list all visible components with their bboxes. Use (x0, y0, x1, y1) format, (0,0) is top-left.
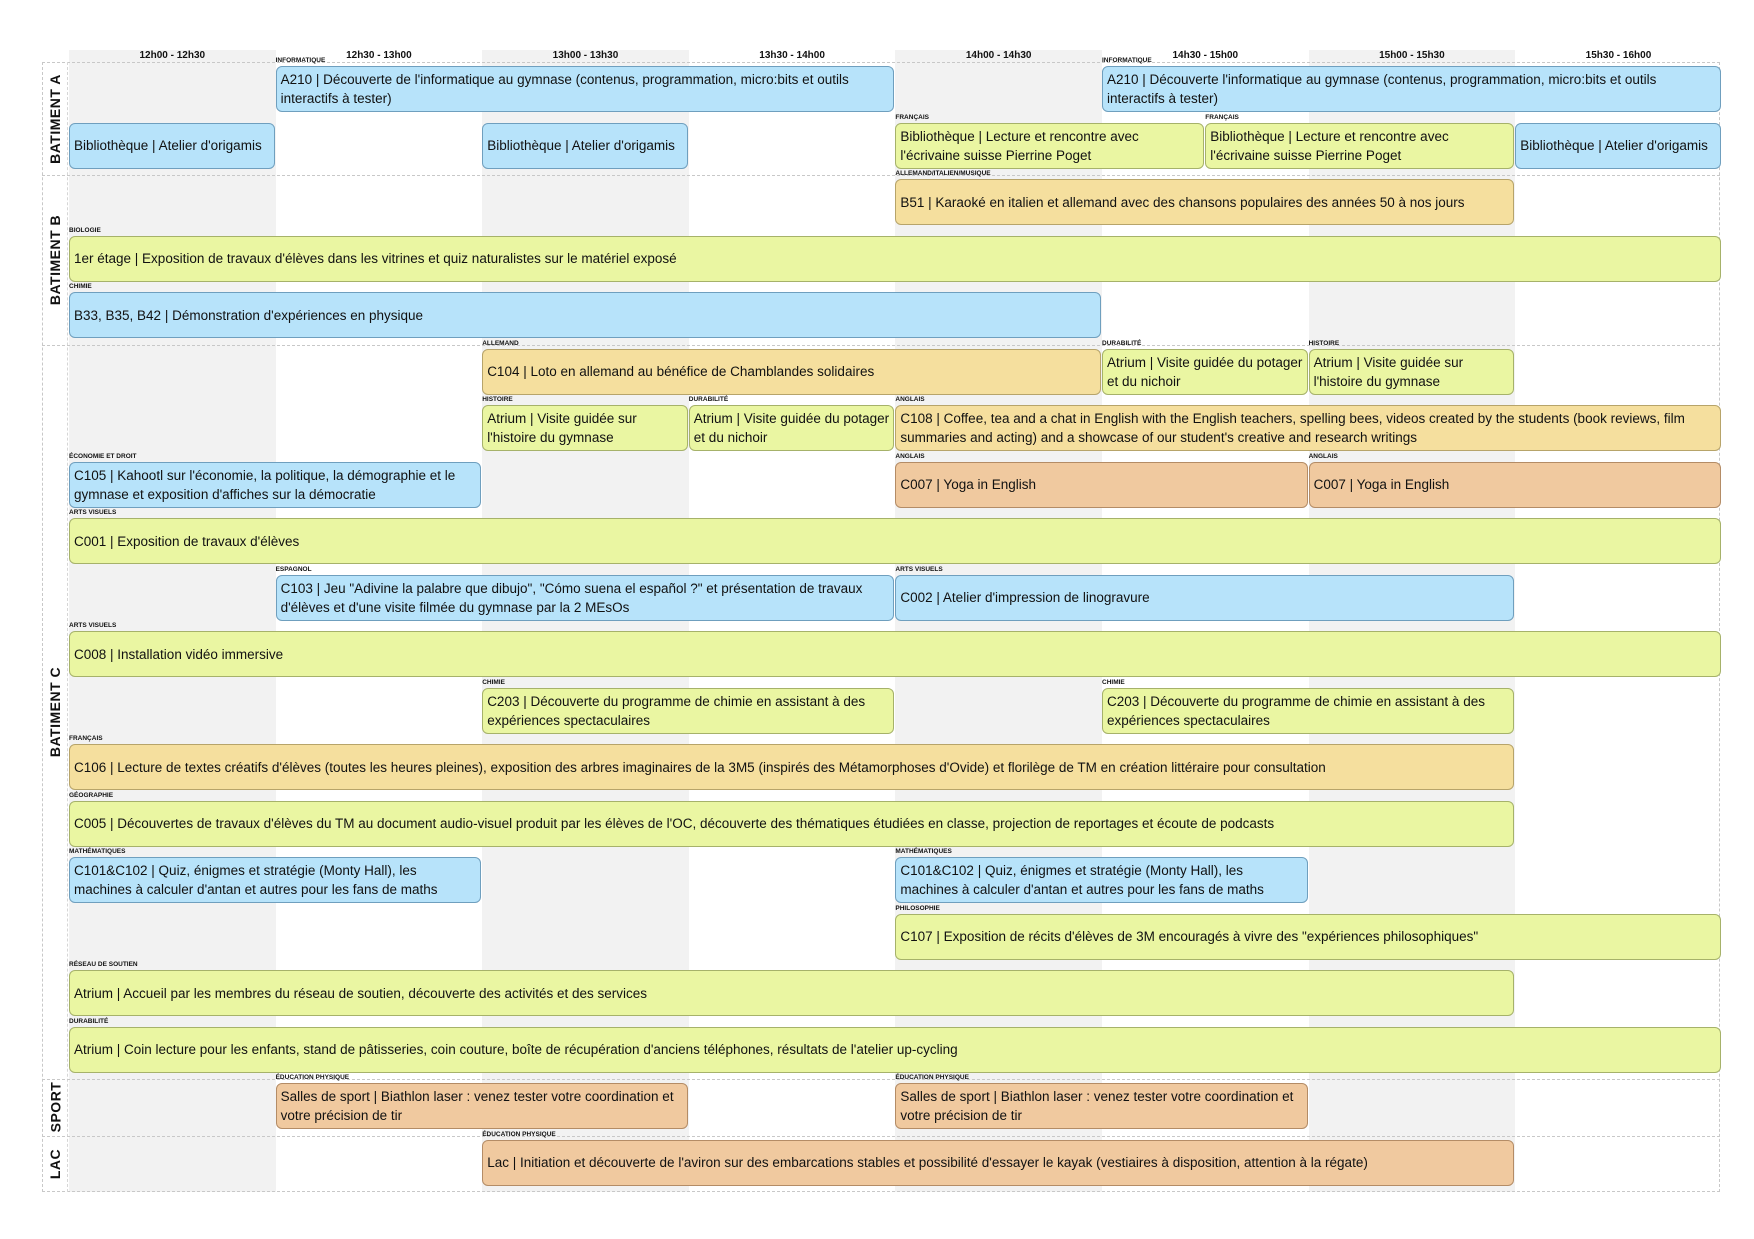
section-label: LAC (47, 1148, 63, 1179)
section-divider (42, 1136, 1720, 1137)
event-block[interactable] (1102, 349, 1308, 395)
event-block[interactable] (276, 575, 895, 621)
event-text: A210 | Découverte l'informatique au gymnase (contenus, programmation, micro:bits et outils interactifs à tester) (1107, 72, 1657, 106)
event-category: FRANÇAIS (1205, 113, 1239, 121)
time-slot-header: 13h00 - 13h30 (552, 50, 619, 61)
event-text: Atrium | Visite guidée du potager et du nichoir (693, 411, 890, 445)
event-block[interactable] (895, 857, 1307, 903)
event-block[interactable] (69, 857, 481, 903)
event-block[interactable] (69, 236, 1721, 282)
event-text: Lac | Initiation et découverte de l'aviron sur des embarcations stables et possibilité d'essayer le kayak (vestiaires à disposition, attention à la régate) (487, 1155, 1368, 1170)
event-category: MATHÉMATIQUES (69, 848, 126, 855)
event-text: Salles de sport | Biathlon laser : venez tester votre coordination et votre précision de tir (900, 1089, 1294, 1123)
event-text: C007 | Yoga in English (900, 477, 1037, 492)
event-text: Atrium | Visite guidée sur l'histoire du gymnase (487, 411, 637, 445)
event-category: BIOLOGIE (69, 226, 101, 234)
event-text: C105 | Kahootl sur l'économie, la politique, la démographie et le gymnase et exposition d'affiches sur la démocratie (74, 467, 456, 502)
section-label: BATIMENT B (47, 214, 64, 305)
event-category: DURABILITÉ (688, 396, 729, 403)
event-block[interactable] (1309, 462, 1721, 508)
event-text: C007 | Yoga in English (1313, 477, 1450, 492)
event-category: MATHÉMATIQUES (895, 848, 952, 855)
event-block[interactable] (1515, 123, 1721, 169)
event-category: CHIMIE (69, 283, 92, 290)
event-block[interactable] (895, 914, 1720, 960)
time-slot-header: 15h00 - 15h30 (1379, 50, 1445, 61)
event-category: ALLEMAND/ITALIEN/MUSIQUE (895, 170, 991, 177)
event-text: Bibliothèque | Lecture et rencontre avec l'écrivaine suisse Pierrine Poget (900, 128, 1139, 163)
event-category: ÉDUCATION PHYSIQUE (275, 1074, 350, 1081)
event-block[interactable] (69, 631, 1721, 677)
grid-frame (42, 62, 1720, 1192)
event-block[interactable] (482, 405, 688, 451)
event-text: C203 | Découverte du programme de chimie en assistant à des expériences spectaculaires (1107, 693, 1485, 728)
event-block[interactable] (1102, 66, 1721, 112)
event-category: ANGLAIS (895, 396, 925, 403)
event-text: C106 | Lecture de textes créatifs d'élèves (toutes les heures pleines), exposition des arbres imaginaires de la 3M5 (inspirés des Métamorphoses d'Ovide) et florilège de TM en création littéraire pour consultation (74, 759, 1326, 775)
event-category: HISTOIRE (482, 396, 513, 403)
section-label: BATIMENT C (47, 666, 64, 757)
event-text: B33, B35, B42 | Démonstration d'expériences en physique (74, 307, 424, 323)
event-category: ANGLAIS (895, 452, 925, 460)
event-block[interactable] (895, 123, 1204, 169)
event-category: GÉOGRAPHIE (69, 791, 114, 799)
event-category: ANGLAIS (1308, 452, 1338, 460)
event-category: CHIMIE (482, 678, 505, 686)
event-block[interactable] (482, 688, 894, 734)
event-text: Atrium | Visite guidée du potager et du nichoir (1107, 354, 1303, 389)
event-text: 1er étage | Exposition de travaux d'élèves dans les vitrines et quiz naturalistes sur le matériel exposé (74, 251, 677, 266)
event-block[interactable] (895, 575, 1514, 621)
event-text: C104 | Loto en allemand au bénéfice de Chamblandes solidaires (487, 364, 875, 379)
event-block[interactable] (69, 970, 1514, 1016)
event-block[interactable] (482, 349, 1101, 395)
event-text: Bibliothèque | Atelier d'origamis (1520, 138, 1708, 153)
event-category: FRANÇAIS (895, 113, 929, 121)
time-slot-header: 15h30 - 16h00 (1585, 50, 1652, 61)
event-category: ALLEMAND (482, 339, 519, 347)
event-block[interactable] (69, 292, 1101, 338)
event-text: A210 | Découverte de l'informatique au gymnase (contenus, programmation, micro:bits et outils interactifs à tester) (280, 72, 849, 106)
event-text: Atrium | Accueil par les membres du réseau de soutien, découverte des activités et des services (74, 985, 648, 1001)
event-category: INFORMATIQUE (1102, 57, 1152, 64)
event-block[interactable] (69, 518, 1721, 564)
event-block[interactable] (1205, 123, 1514, 169)
time-slot-header: 14h30 - 15h00 (1172, 50, 1239, 61)
section-divider (42, 345, 1720, 346)
time-slot-header: 12h30 - 13h00 (346, 50, 412, 61)
event-text: Atrium | Visite guidée sur l'histoire du gymnase (1313, 354, 1464, 389)
time-slot-header: 14h00 - 14h30 (965, 50, 1032, 61)
event-block[interactable] (689, 405, 895, 451)
event-category: ARTS VISUELS (895, 565, 943, 573)
event-category: HISTOIRE (1308, 339, 1340, 347)
event-text: C101&C102 | Quiz, énigmes et stratégie (Monty Hall), les machines à calculer d'antan et autres pour les fans de maths (74, 863, 438, 897)
event-text: C008 | Installation vidéo immersive (74, 646, 284, 662)
section-divider (42, 175, 1720, 176)
event-block[interactable] (895, 1083, 1307, 1129)
event-text: B51 | Karaoké en italien et allemand avec des chansons populaires des années 50 à nos jours (900, 194, 1465, 210)
event-block[interactable] (482, 1140, 1514, 1186)
event-text: C107 | Exposition de récits d'élèves de 3M encouragés à vivre des "expériences philosophiques" (900, 929, 1479, 944)
section-label: SPORT (47, 1081, 64, 1133)
event-text: C103 | Jeu "Adivine la palabre que dibujo", "Cómo suena el español ?" et présentation de travaux d'élèves et d'une visite filmée du gymnase par la 2 MEsOs (280, 580, 863, 615)
event-block[interactable] (69, 1027, 1721, 1073)
event-text: Atrium | Coin lecture pour les enfants, stand de pâtisseries, coin couture, boîte de récupération d'anciens téléphones, résultats de l'atelier up-cycling (74, 1042, 958, 1057)
event-category: ARTS VISUELS (69, 622, 117, 629)
time-slot-header: 13h30 - 14h00 (759, 50, 825, 61)
event-category: ARTS VISUELS (69, 509, 117, 516)
section-label: BATIMENT A (47, 73, 64, 164)
event-block[interactable] (482, 123, 688, 169)
event-text: Bibliothèque | Atelier d'origamis (74, 138, 262, 153)
event-text: C101&C102 | Quiz, énigmes et stratégie (Monty Hall), les machines à calculer d'antan et autres pour les fans de maths (900, 863, 1264, 897)
event-block[interactable] (895, 462, 1307, 508)
label-column-separator (67, 62, 68, 1192)
event-block[interactable] (69, 123, 275, 169)
event-block[interactable] (895, 179, 1514, 225)
event-text: C002 | Atelier d'impression de linogravure (900, 590, 1150, 605)
event-category: ÉDUCATION PHYSIQUE (482, 1130, 556, 1138)
event-text: C001 | Exposition de travaux d'élèves (74, 533, 300, 549)
event-category: ÉCONOMIE ET DROIT (69, 452, 137, 460)
event-block[interactable] (69, 801, 1514, 847)
event-category: ESPAGNOL (275, 565, 312, 573)
event-block[interactable] (1309, 349, 1515, 395)
event-category: FRANÇAIS (69, 735, 103, 742)
event-category: RÉSEAU DE SOUTIEN (69, 961, 138, 968)
event-category: CHIMIE (1102, 678, 1125, 686)
event-text: C005 | Découvertes de travaux d'élèves du TM au document audio-visuel produit par les élèves de l'OC, découverte des thématiques étudiées en classe, projection de reportages et écoute de podcasts (74, 816, 1275, 831)
event-category: ÉDUCATION PHYSIQUE (895, 1074, 969, 1081)
event-category: DURABILITÉ (1102, 339, 1142, 347)
event-text: C108 | Coffee, tea and a chat in English with the English teachers, spelling bees, videos created by the students (book reviews, film summaries and acting) and a showcase of our student's creative and research writings (900, 411, 1685, 445)
event-text: Salles de sport | Biathlon laser : venez tester votre coordination et votre précision de tir (280, 1089, 674, 1123)
event-category: INFORMATIQUE (275, 57, 326, 64)
event-category: PHILOSOPHIE (895, 904, 940, 912)
event-text: C203 | Découverte du programme de chimie en assistant à des expériences spectaculaires (487, 693, 866, 728)
event-block[interactable] (276, 66, 895, 112)
event-block[interactable] (276, 1083, 688, 1129)
event-text: Bibliothèque | Lecture et rencontre avec l'écrivaine suisse Pierrine Poget (1210, 128, 1449, 163)
event-block[interactable] (69, 744, 1514, 790)
time-slot-header: 12h00 - 12h30 (139, 50, 206, 61)
event-block[interactable] (1102, 688, 1514, 734)
event-text: Bibliothèque | Atelier d'origamis (487, 138, 675, 153)
event-block[interactable] (69, 462, 481, 508)
event-block[interactable] (895, 405, 1720, 451)
event-category: DURABILITÉ (69, 1017, 109, 1025)
